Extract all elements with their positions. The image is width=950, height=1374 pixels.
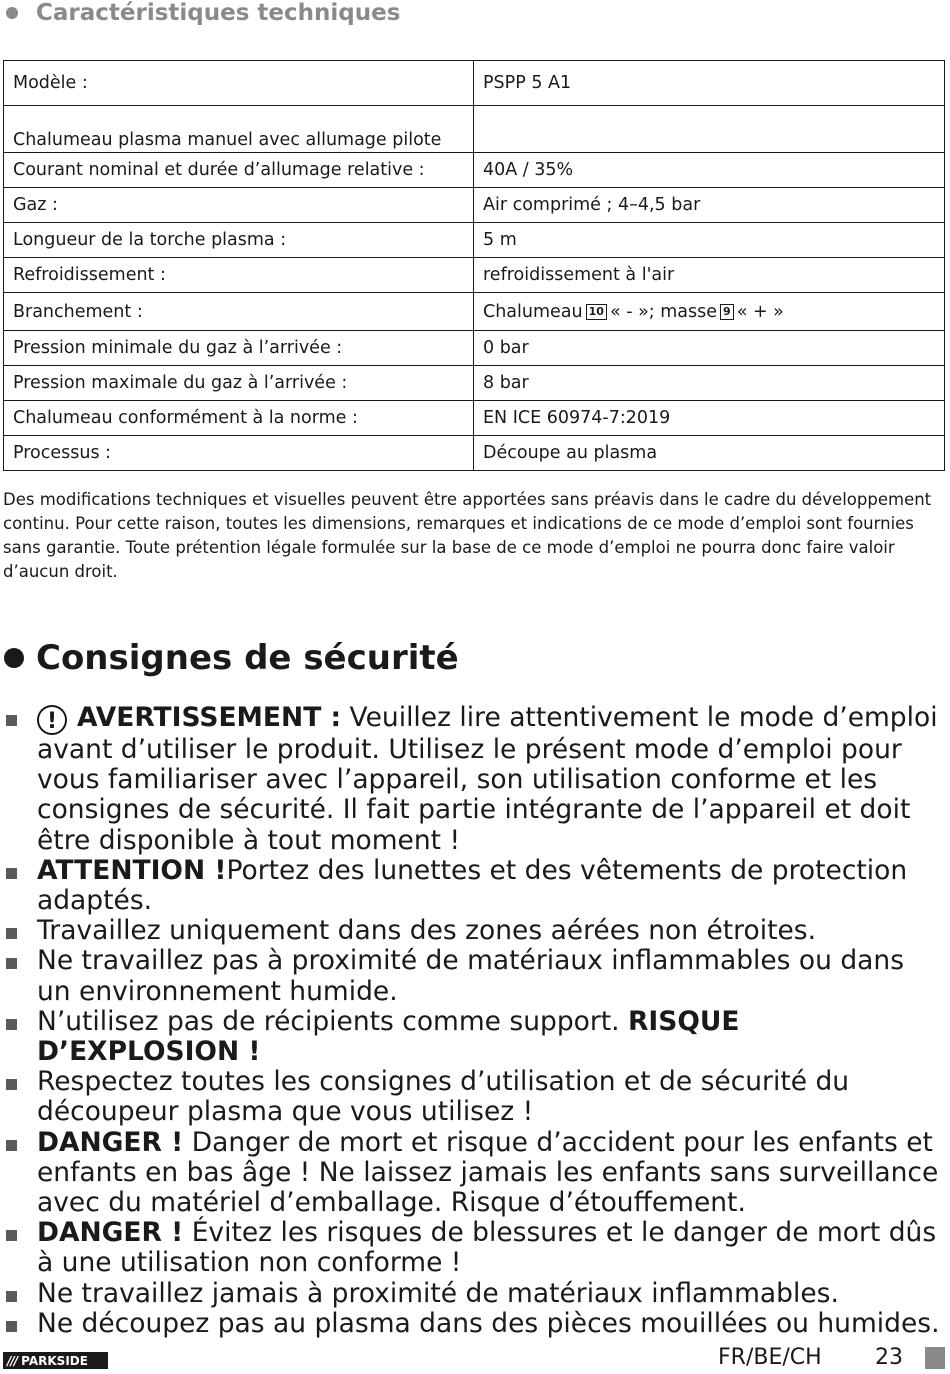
item-text: Ne travaillez jamais à proximité de matériaux inflammables. xyxy=(37,1277,839,1309)
parkside-logo xyxy=(3,1352,108,1369)
item-text: Veuillez lire attentivement le mode d’emploi avant d’utiliser le produit. Utilisez le présent mode d’emploi pour vous familiariser avec l’appareil, son utilisation conforme et les consignes de sécurité. Il fait partie intégrante de l’appareil et doit être disponible à tout moment ! xyxy=(37,702,938,856)
danger-label: DANGER ! xyxy=(37,1126,184,1158)
table-row xyxy=(4,61,945,106)
spec-value: Découpe au plasma xyxy=(474,436,945,471)
spec-value: PSPP 5 A1 xyxy=(474,61,945,106)
spec-table xyxy=(3,60,945,471)
logo-stripes-icon: /// xyxy=(7,1353,18,1368)
spec-label: Longueur de la torche plasma : xyxy=(4,223,474,258)
spec-label: Gaz : xyxy=(4,188,474,223)
connection-text: Chalumeau xyxy=(483,301,583,322)
safety-title-text: Consignes de sécurité xyxy=(36,638,459,678)
spec-label: Refroidissement : xyxy=(4,258,474,293)
safety-section-title xyxy=(4,638,459,678)
item-text: N’utilisez pas de récipients comme support. xyxy=(37,1005,628,1037)
item-text: Ne découpez pas au plasma dans des pièces mouillées ou humides. xyxy=(37,1307,940,1339)
list-item xyxy=(0,703,945,856)
table-row xyxy=(4,366,945,401)
warning-icon: ! xyxy=(37,705,67,735)
spec-label: Chalumeau conformément à la norme : xyxy=(4,401,474,436)
item-text: Évitez les risques de blessures et le danger de mort dûs à une utilisation non conforme ! xyxy=(37,1217,937,1279)
list-item xyxy=(0,1279,945,1309)
part-number-badge: 9 xyxy=(720,304,734,320)
table-row xyxy=(4,401,945,436)
table-row xyxy=(4,188,945,223)
bullet-dot-icon xyxy=(6,7,18,19)
table-row xyxy=(4,258,945,293)
spec-value: Air comprimé ; 4–4,5 bar xyxy=(474,188,945,223)
safety-list xyxy=(0,703,945,1339)
spec-value: EN ICE 60974-7:2019 xyxy=(474,401,945,436)
brand-name: PARKSIDE xyxy=(21,1353,88,1368)
table-row xyxy=(4,106,945,153)
spec-value: 40A / 35% xyxy=(474,153,945,188)
item-text: Travaillez uniquement dans des zones aérées non étroites. xyxy=(37,915,816,947)
spec-value-connection xyxy=(474,293,945,331)
item-text: Respectez toutes les consignes d’utilisation et de sécurité du découpeur plasma que vous utilisez ! xyxy=(37,1066,850,1128)
warning-label: AVERTISSEMENT : xyxy=(77,702,342,733)
list-item xyxy=(0,1007,945,1067)
spec-value: refroidissement à l'air xyxy=(474,258,945,293)
item-text: Danger de mort et risque d’accident pour les enfants et enfants en bas âge ! Ne laissez jamais les enfants sans surveillance avec du matériel d’emballage. Risque d’étouffement. xyxy=(37,1126,939,1219)
bullet-dot-icon xyxy=(4,648,24,668)
part-number-badge: 10 xyxy=(586,304,607,320)
table-row xyxy=(4,293,945,331)
spec-label: Branchement : xyxy=(4,293,474,331)
connection-text: « - »; masse xyxy=(609,301,718,322)
page-marker-square xyxy=(925,1347,945,1369)
spec-label: Chalumeau plasma manuel avec allumage pilote xyxy=(4,106,474,153)
connection-text: « + » xyxy=(736,301,784,322)
spec-label: Processus : xyxy=(4,436,474,471)
item-text: Ne travaillez pas à proximité de matériaux inflammables ou dans un environnement humide. xyxy=(37,945,905,1007)
spec-section-title xyxy=(6,0,400,26)
explosion-risk-label: RISQUE D’EXPLOSION ! xyxy=(37,1005,740,1068)
attention-label: ATTENTION ! xyxy=(37,854,227,886)
page-number: 23 xyxy=(875,1345,903,1370)
spec-label: Pression maximale du gaz à l’arrivée : xyxy=(4,366,474,401)
danger-label: DANGER ! xyxy=(37,1217,184,1249)
list-item xyxy=(0,1309,945,1339)
list-item xyxy=(0,946,945,1006)
table-row xyxy=(4,331,945,366)
spec-value: 8 bar xyxy=(474,366,945,401)
spec-value xyxy=(474,106,945,153)
list-item xyxy=(0,1128,945,1219)
spec-label: Modèle : xyxy=(4,61,474,106)
table-row xyxy=(4,153,945,188)
list-item xyxy=(0,1067,945,1127)
list-item xyxy=(0,1218,945,1278)
list-item xyxy=(0,916,945,946)
item-text: Portez des lunettes et des vêtements de protection adaptés. xyxy=(37,854,908,917)
spec-value: 0 bar xyxy=(474,331,945,366)
language-code: FR/BE/CH xyxy=(718,1345,822,1370)
list-item xyxy=(0,856,945,916)
table-row xyxy=(4,436,945,471)
disclaimer-paragraph: Des modifications techniques et visuelles peuvent être apportées sans préavis dans le cadre du développement continu. Pour cette raison, toutes les dimensions, remarques et indications de ce mode d’emploi sont fournies sans garantie. Toute prétention légale formulée sur la base de ce mode d’emploi ne pourra donc faire valoir d’aucun droit. xyxy=(3,490,932,581)
spec-label: Courant nominal et durée d’allumage relative : xyxy=(4,153,474,188)
spec-label: Pression minimale du gaz à l’arrivée : xyxy=(4,331,474,366)
spec-value: 5 m xyxy=(474,223,945,258)
table-row xyxy=(4,223,945,258)
spec-title-text: Caractéristiques techniques xyxy=(36,0,401,26)
